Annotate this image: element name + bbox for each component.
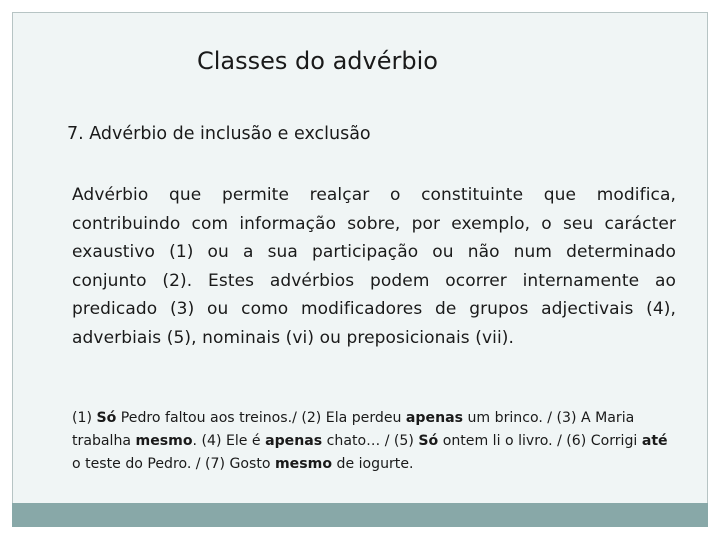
example-keyword: mesmo [135,433,193,449]
example-text: ontem li o livro. / [438,433,567,449]
definition-paragraph: Advérbio que permite realçar o constituinte que modifica, contribuindo com informação sobre, por exemplo, o seu carácter exaustivo (1) ou a sua participação ou não num determinado conjunto (2). Estes advérbios podem ocorrer internamente ao predicado (3) ou como modificadores de grupos adjectivais (4), adverbiais (5), nominais (vi) ou preposicionais (vii). [72,185,676,348]
example-keyword: apenas [405,410,464,426]
section-heading: 7. Advérbio de inclusão e exclusão [67,124,371,144]
example-text: . [192,433,202,449]
example-text: de iogurte. [332,456,414,472]
example-text: (4) Ele é [201,433,266,449]
examples-list [72,407,680,476]
example-keyword: Só [418,433,439,449]
example-text: (5) [393,433,419,449]
example-text: (7) Gosto [205,456,275,472]
example-text: (6) Corrigi [566,433,642,449]
example-text: chato… / [322,433,394,449]
example-sentence-4 [202,433,394,449]
example-keyword: mesmo [275,456,333,472]
slide-title: Classes do advérbio [197,47,438,75]
example-text: (3) A Maria trabalha [72,410,635,449]
example-sentence-2 [301,410,556,426]
example-text: Pedro faltou aos treinos./ [116,410,302,426]
slide-bottom-bar [12,503,708,527]
example-keyword: até [641,433,668,449]
example-sentence-7 [205,456,413,472]
example-keyword: Só [96,410,117,426]
example-text: (2) Ela perdeu [301,410,406,426]
example-text: um brinco. / [463,410,557,426]
example-text: (1) [72,410,97,426]
example-text: o teste do Pedro. / [72,456,206,472]
example-keyword: apenas [265,433,323,449]
example-sentence-1 [72,410,301,426]
example-sentence-5 [394,433,566,449]
